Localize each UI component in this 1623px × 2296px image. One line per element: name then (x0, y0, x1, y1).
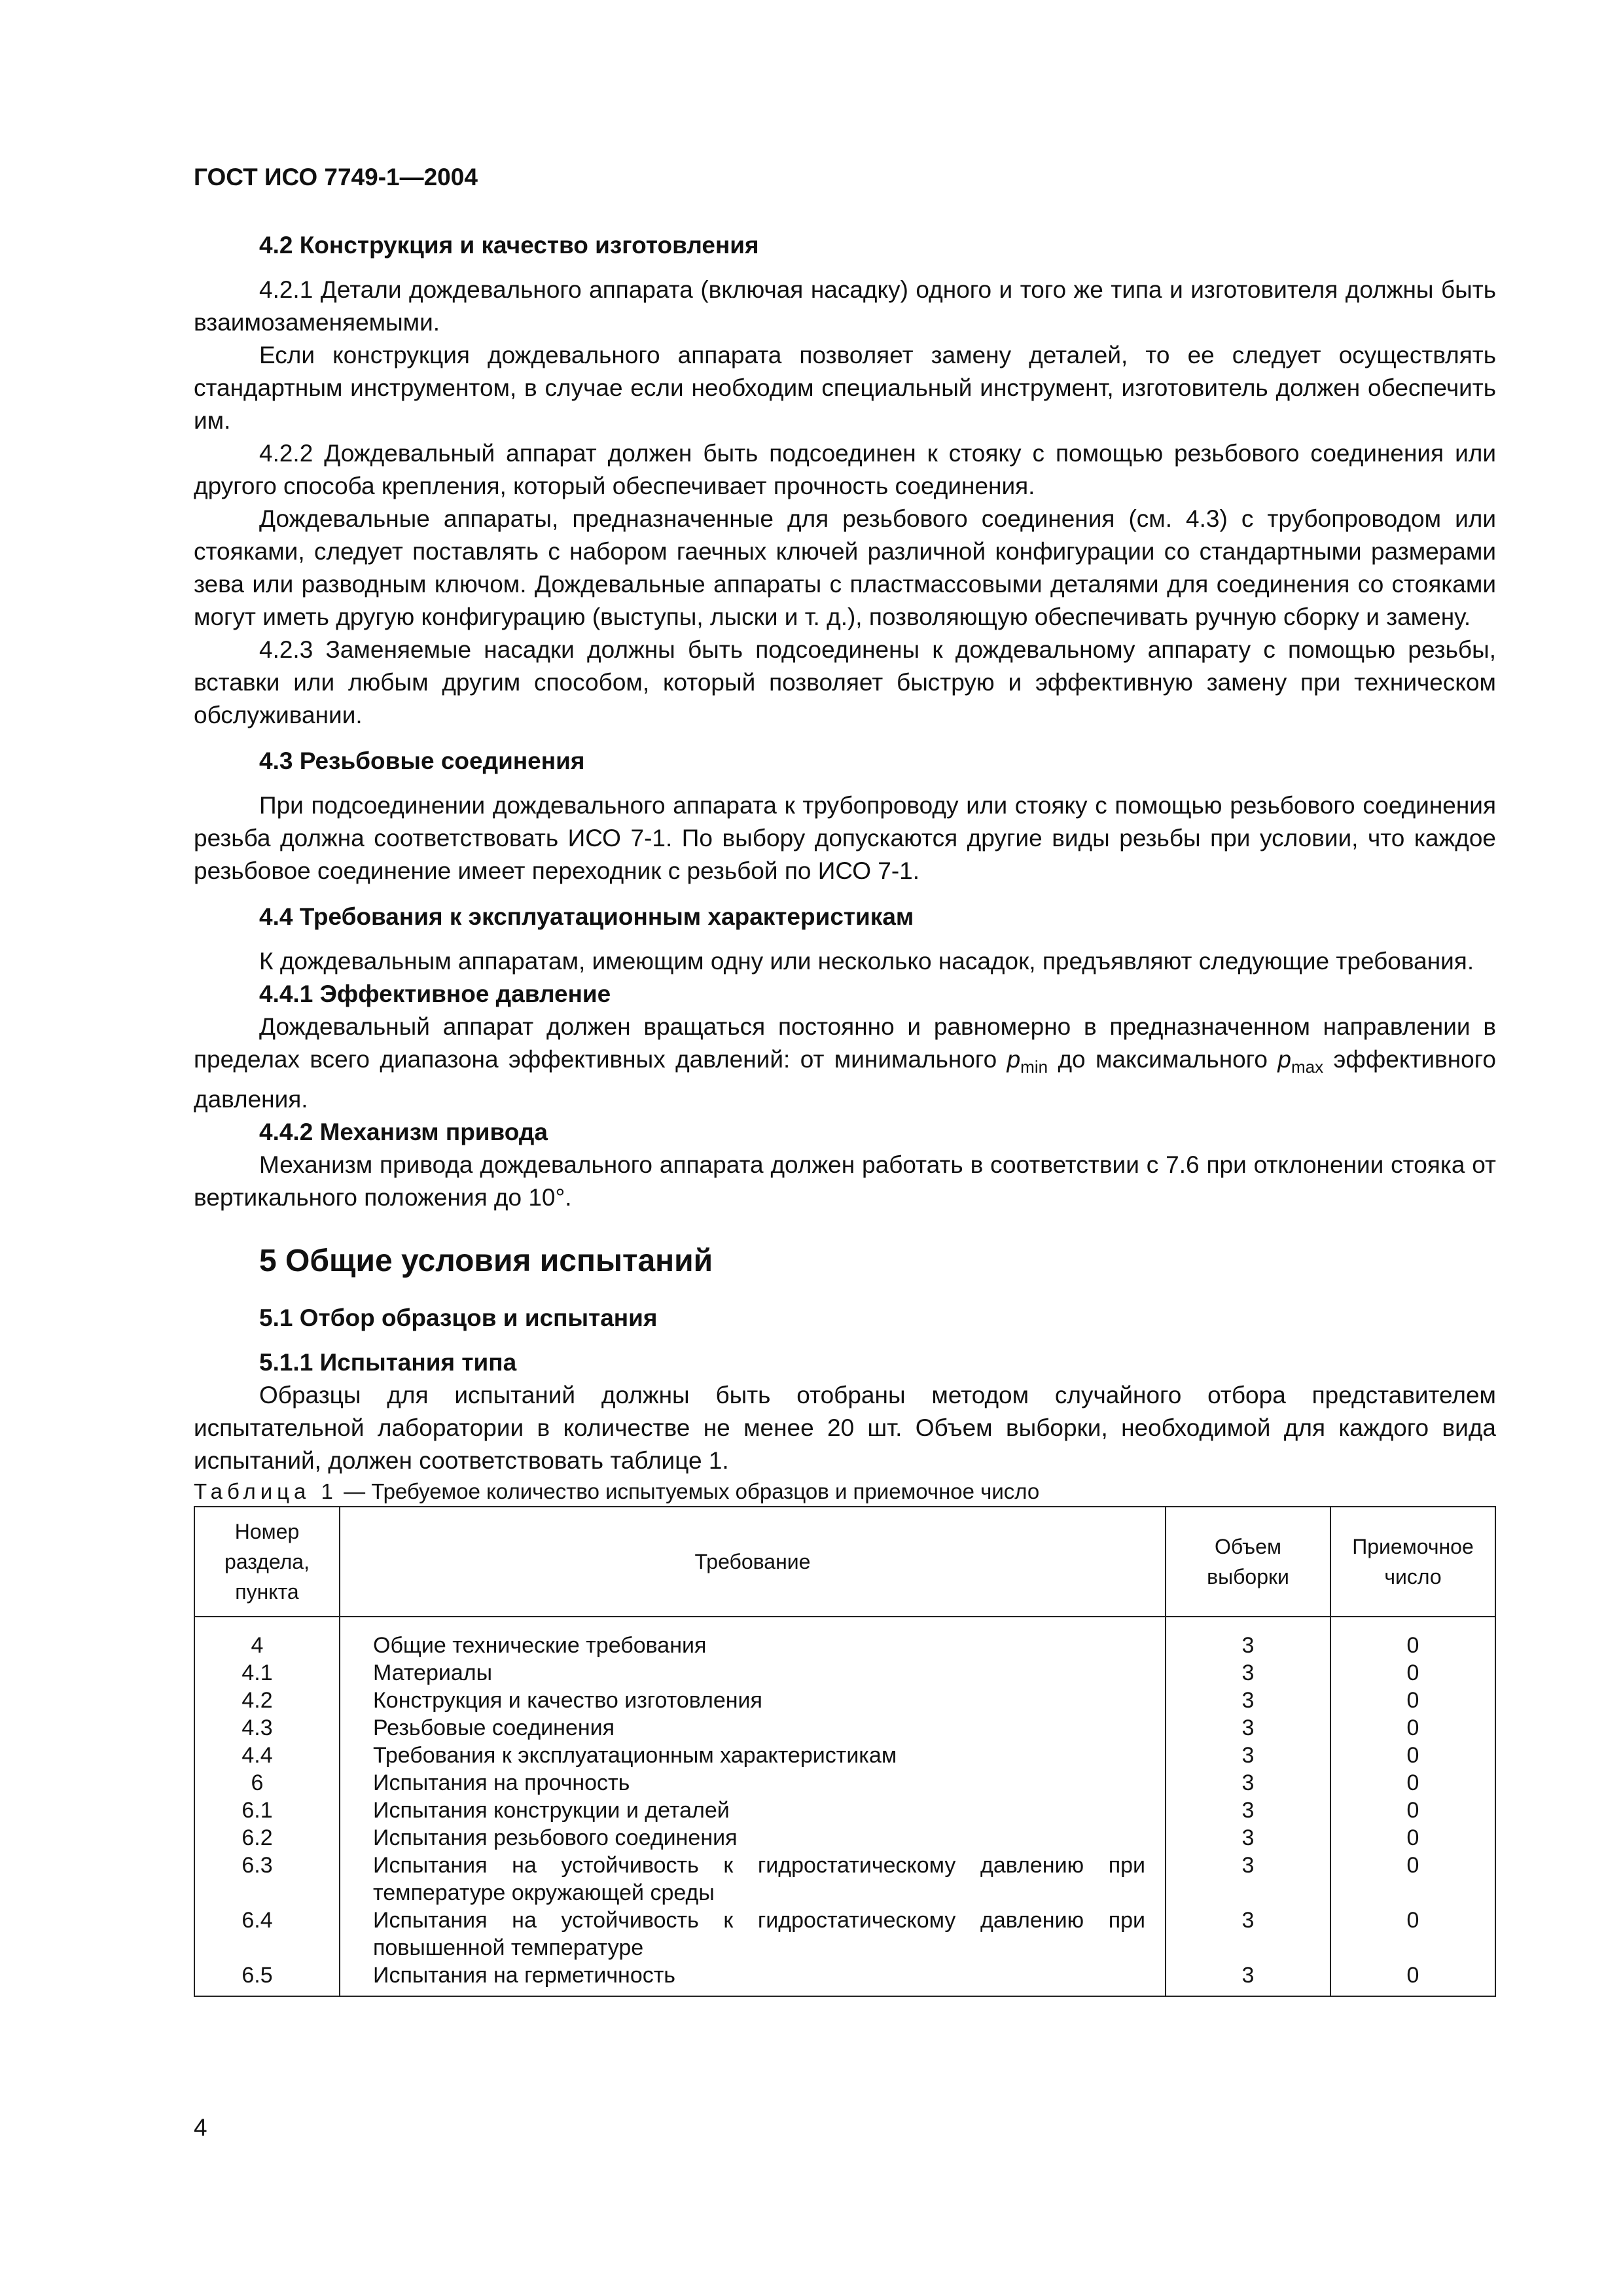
cell-section-number: 4.4 (194, 1742, 340, 1769)
cell-acceptance-number: 0 (1330, 1714, 1495, 1742)
table-row (194, 1907, 1495, 1962)
cell-requirement: Требования к эксплуатационным характеристикам (340, 1742, 1166, 1769)
text-run: до максимального (1048, 1046, 1278, 1073)
paragraph-4-2-1-cont: Если конструкция дождевального аппарата позволяет замену деталей, то ее следует осуществлять стандартным инструментом, в случае если необходим специальный инструмент, изготовитель должен обеспечить им. (194, 342, 1496, 434)
cell-section-number: 6.3 (194, 1852, 340, 1907)
min-subscript: min (1020, 1057, 1048, 1077)
cell-sample-size: 3 (1166, 1617, 1330, 1659)
cell-section-number: 4 (194, 1617, 340, 1659)
cell-acceptance-number: 0 (1330, 1824, 1495, 1852)
document-body (194, 229, 1496, 1997)
section-5-title: 5 Общие условия испытаний (259, 1244, 713, 1278)
section-5-1-1-title: 5.1.1 Испытания типа (259, 1349, 517, 1376)
cell-acceptance-number: 0 (1330, 1852, 1495, 1907)
cell-acceptance-number: 0 (1330, 1797, 1495, 1824)
document-id: ГОСТ ИСО 7749-1—2004 (194, 164, 478, 190)
p-symbol: p (1007, 1046, 1021, 1073)
cell-sample-size: 3 (1166, 1962, 1330, 1996)
text-run: Дождевальный аппарат должен вращаться постоянно и равномерно в предназначенном направлении в пределах всего диапазона эффективных давлений: от минимального (194, 1013, 1496, 1073)
cell-requirement: Испытания на герметичность (340, 1962, 1166, 1996)
table-caption-label: Таблица 1 (194, 1479, 338, 1503)
section-4-4-2-title: 4.4.2 Механизм привода (259, 1119, 548, 1145)
cell-sample-size: 3 (1166, 1687, 1330, 1714)
table-row (194, 1742, 1495, 1769)
page-number: 4 (194, 2114, 207, 2141)
table-row (194, 1617, 1495, 1659)
paragraph-5-1-1: Образцы для испытаний должны быть отобраны методом случайного отбора представителем испытательной лаборатории в количестве не менее 20 шт. Объем выборки, необходимой для каждого вида испытаний, должен соответствовать таблице 1. (194, 1382, 1496, 1474)
paragraph-4-2-2: 4.2.2 Дождевальный аппарат должен быть подсоединен к стояку с помощью резьбового соединения или другого способа крепления, который обеспечивает прочность соединения. (194, 440, 1496, 499)
header-acceptance-number: Приемочное число (1330, 1507, 1495, 1617)
cell-sample-size: 3 (1166, 1769, 1330, 1797)
table-header-row (194, 1507, 1495, 1617)
paragraph-4-4: К дождевальным аппаратам, имеющим одну или несколько насадок, предъявляют следующие требования. (259, 948, 1474, 975)
cell-acceptance-number: 0 (1330, 1659, 1495, 1687)
section-5-1-title: 5.1 Отбор образцов и испытания (259, 1304, 658, 1331)
cell-requirement: Общие технические требования (340, 1617, 1166, 1659)
table-row (194, 1659, 1495, 1687)
cell-section-number: 6.4 (194, 1907, 340, 1962)
p-symbol: p (1277, 1046, 1291, 1073)
cell-acceptance-number: 0 (1330, 1769, 1495, 1797)
table-row (194, 1962, 1495, 1996)
paragraph-4-2-3: 4.2.3 Заменяемые насадки должны быть подсоединены к дождевальному аппарату с помощью резьбы, вставки или любым другим способом, который позволяет быструю и эффективную замену при техническом обслуживании. (194, 636, 1496, 728)
cell-sample-size: 3 (1166, 1907, 1330, 1962)
cell-sample-size: 3 (1166, 1852, 1330, 1907)
table-body (194, 1617, 1495, 1996)
header-requirement: Требование (340, 1507, 1166, 1617)
cell-sample-size: 3 (1166, 1714, 1330, 1742)
cell-requirement: Конструкция и качество изготовления (340, 1687, 1166, 1714)
cell-requirement: Испытания на прочность (340, 1769, 1166, 1797)
cell-acceptance-number: 0 (1330, 1687, 1495, 1714)
paragraph-4-4-2: Механизм привода дождевального аппарата должен работать в соответствии с 7.6 при отклонении стояка от вертикального положения до 10°. (194, 1151, 1496, 1211)
table-row (194, 1797, 1495, 1824)
table-row (194, 1769, 1495, 1797)
section-4-4-1-title: 4.4.1 Эффективное давление (259, 980, 611, 1007)
table-caption-text: — Требуемое количество испытуемых образцов и приемочное число (337, 1479, 1040, 1503)
header-sample-size: Объем выборки (1166, 1507, 1330, 1617)
cell-requirement: Материалы (340, 1659, 1166, 1687)
cell-requirement: Резьбовые соединения (340, 1714, 1166, 1742)
text-run: эффективного давления. (194, 1046, 1496, 1113)
cell-section-number: 4.2 (194, 1687, 340, 1714)
cell-acceptance-number: 0 (1330, 1962, 1495, 1996)
cell-acceptance-number: 0 (1330, 1907, 1495, 1962)
paragraph-4-3: При подсоединении дождевального аппарата к трубопроводу или стояку с помощью резьбового соединения резьба должна соответствовать ИСО 7-1. По выбору допускаются другие виды резьбы при условии, что каждое резьбовое соединение имеет переходник с резьбой по ИСО 7-1. (194, 792, 1496, 884)
cell-sample-size: 3 (1166, 1742, 1330, 1769)
cell-sample-size: 3 (1166, 1797, 1330, 1824)
cell-sample-size: 3 (1166, 1824, 1330, 1852)
paragraph-4-2-1: 4.2.1 Детали дождевального аппарата (включая насадку) одного и того же типа и изготовителя должны быть взаимозаменяемыми. (194, 276, 1496, 336)
cell-requirement: Испытания конструкции и деталей (340, 1797, 1166, 1824)
cell-requirement: Испытания резьбового соединения (340, 1824, 1166, 1852)
cell-requirement: Испытания на устойчивость к гидростатическому давлению при повышенной температуре (340, 1907, 1166, 1962)
cell-section-number: 4.3 (194, 1714, 340, 1742)
section-4-3-title: 4.3 Резьбовые соединения (259, 747, 585, 774)
table-row (194, 1824, 1495, 1852)
cell-section-number: 6.1 (194, 1797, 340, 1824)
cell-requirement: Испытания на устойчивость к гидростатическому давлению при температуре окружающей среды (340, 1852, 1166, 1907)
cell-acceptance-number: 0 (1330, 1742, 1495, 1769)
cell-section-number: 6.5 (194, 1962, 340, 1996)
section-4-2-title: 4.2 Конструкция и качество изготовления (259, 232, 759, 259)
table-caption (194, 1477, 1496, 1506)
cell-sample-size: 3 (1166, 1659, 1330, 1687)
table-row (194, 1687, 1495, 1714)
cell-acceptance-number: 0 (1330, 1617, 1495, 1659)
paragraph-4-4-1 (194, 1011, 1496, 1116)
cell-section-number: 6 (194, 1769, 340, 1797)
cell-section-number: 4.1 (194, 1659, 340, 1687)
table-row (194, 1714, 1495, 1742)
max-subscript: max (1291, 1057, 1324, 1077)
paragraph-4-2-2-cont: Дождевальные аппараты, предназначенные для резьбового соединения (см. 4.3) с трубопроводом или стояками, следует поставлять с набором гаечных ключей различной конфигурации со стандартными размерами зева или разводным ключом. Дождевальные аппараты с пластмассовыми деталями для соединения со стояками могут иметь другую конфигурацию (выступы, лыски и т. д.), позволяющую обеспечивать ручную сборку и замену. (194, 505, 1496, 630)
table-row (194, 1852, 1495, 1907)
cell-section-number: 6.2 (194, 1824, 340, 1852)
header-section-number: Номер раздела, пункта (194, 1507, 340, 1617)
requirements-table (194, 1506, 1496, 1997)
section-4-4-title: 4.4 Требования к эксплуатационным характеристикам (259, 903, 914, 930)
